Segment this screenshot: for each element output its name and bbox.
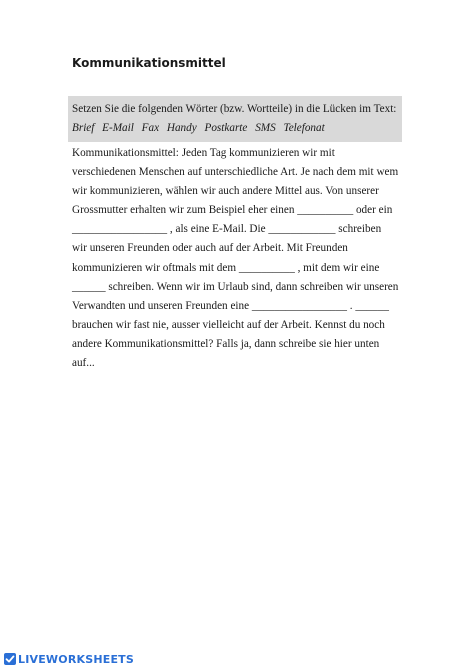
cloze-text (72, 144, 412, 373)
logo-mark-icon (4, 653, 16, 665)
word-bank-item: Handy (166, 122, 197, 134)
text-line: brauchen wir fast nie, ausser vielleicht auf der Arbeit. Kennst du noch (72, 318, 385, 331)
text-line: Grossmutter erhalten wir zum Beispiel eher einen __________ oder ein (72, 204, 393, 217)
text-line: Verwandten und unseren Freunden eine _________________ . ______ (72, 299, 389, 312)
word-bank-item: Telefonat (283, 122, 325, 134)
text-line: kommunizieren wir oftmals mit dem __________ , mit dem wir eine (72, 261, 380, 274)
word-bank-item: Postkarte (204, 122, 248, 134)
page-title: Kommunikationsmittel (72, 56, 226, 70)
text-line: ______ schreiben. Wenn wir im Urlaub sind, dann schreiben wir unseren (72, 280, 399, 293)
liveworksheets-logo[interactable] (4, 652, 134, 666)
text-line: wir kommunizieren, wählen wir auch andere Mittel aus. Von unserer (72, 185, 379, 198)
text-line: verschiedenen Menschen auf unterschiedliche Art. Je nach dem mit wem (72, 166, 399, 179)
word-bank-item: E-Mail (102, 122, 134, 134)
text-line: andere Kommunikationsmittel? Falls ja, dann schreibe sie hier unten (72, 337, 380, 350)
text-line: _________________ , als eine E-Mail. Die ____________ schreiben (72, 223, 382, 236)
instructions-text: Setzen Sie die folgenden Wörter (bzw. Wortteile) in die Lücken im Text: (72, 103, 397, 115)
logo-text: LIVEWORKSHEETS (18, 652, 134, 666)
text-line: Kommunikationsmittel: Jeden Tag kommunizieren wir mit (72, 147, 335, 159)
word-bank-item: Fax (141, 122, 160, 134)
word-bank (72, 119, 398, 138)
word-bank-item: SMS (255, 122, 276, 134)
word-bank-item: Brief (72, 122, 95, 134)
text-line: wir unseren Freunden oder auch auf der Arbeit. Mit Freunden (72, 242, 348, 255)
text-line: auf... (72, 357, 95, 370)
instructions-box (68, 96, 402, 142)
